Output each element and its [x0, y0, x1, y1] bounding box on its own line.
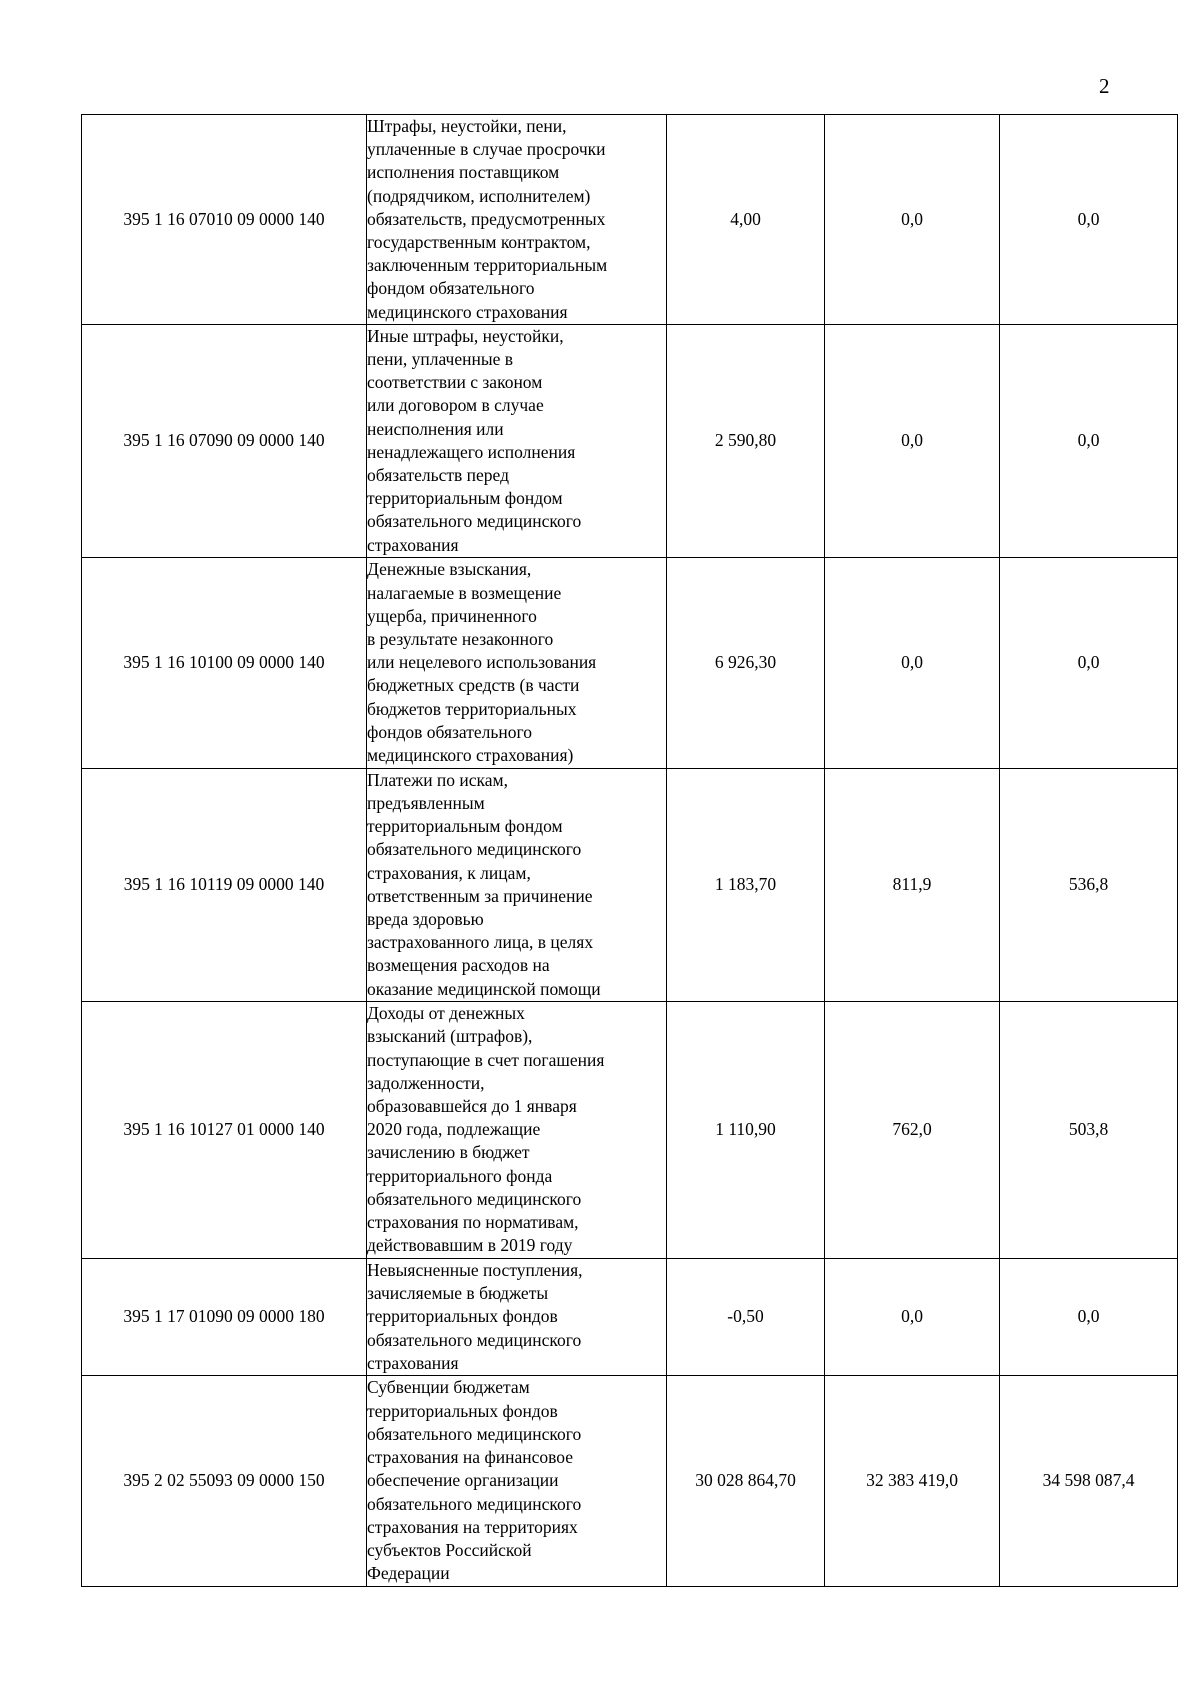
- revenue-name-line: образовавшейся до 1 января: [367, 1096, 577, 1117]
- value-cell-3: 0,0: [1000, 324, 1178, 557]
- revenue-name-line: Федерации: [367, 1563, 450, 1584]
- revenue-name-line: 2020 года, подлежащие: [367, 1119, 541, 1140]
- revenue-name-line: Субвенции бюджетам: [367, 1377, 530, 1398]
- revenue-name-line: страхования на территориях: [367, 1516, 578, 1537]
- revenue-name-line: обязательств перед: [367, 465, 509, 486]
- revenue-name-line: зачисляемые в бюджеты: [367, 1283, 549, 1304]
- value-cell-1: 1 110,90: [667, 1001, 825, 1258]
- budget-code-cell: 395 1 16 07090 09 0000 140: [82, 324, 367, 557]
- revenue-name-line: Денежные взыскания,: [367, 559, 532, 580]
- revenue-name-line: зачислению в бюджет: [367, 1142, 530, 1163]
- value-cell-1: 30 028 864,70: [667, 1375, 825, 1586]
- revenue-name-line: страхования по нормативам,: [367, 1212, 579, 1233]
- value-cell-1: 2 590,80: [667, 324, 825, 557]
- revenue-name-line: Иные штрафы, неустойки,: [367, 325, 564, 346]
- budget-code-cell: 395 1 16 10119 09 0000 140: [82, 768, 367, 1001]
- revenue-name-line: заключенным территориальным: [367, 255, 608, 276]
- value-cell-3: 503,8: [1000, 1001, 1178, 1258]
- value-cell-2: 762,0: [825, 1001, 1000, 1258]
- revenue-name-line: взысканий (штрафов),: [367, 1026, 533, 1047]
- budget-revenue-table: [81, 114, 1178, 1587]
- value-cell-2: 811,9: [825, 768, 1000, 1001]
- budget-code-cell: 395 1 16 10127 01 0000 140: [82, 1001, 367, 1258]
- value-cell-3: 34 598 087,4: [1000, 1375, 1178, 1586]
- revenue-name-cell: [367, 1375, 667, 1586]
- revenue-name-line: страхования: [367, 534, 459, 555]
- revenue-name-line: территориальных фондов: [367, 1400, 558, 1421]
- revenue-name-line: обязательного медицинского: [367, 1493, 582, 1514]
- revenue-name-line: обязательного медицинского: [367, 1329, 582, 1350]
- revenue-name-line: (подрядчиком, исполнителем): [367, 185, 591, 206]
- revenue-name-line: территориальным фондом: [367, 816, 563, 837]
- revenue-name-line: территориальным фондом: [367, 488, 563, 509]
- revenue-name-line: соответствии с законом: [367, 372, 543, 393]
- revenue-name-line: страхования, к лицам,: [367, 862, 531, 883]
- revenue-name-line: вреда здоровью: [367, 909, 484, 930]
- revenue-name-line: субъектов Российской: [367, 1539, 532, 1560]
- revenue-name-cell: [367, 115, 667, 325]
- revenue-name-line: Штрафы, неустойки, пени,: [367, 116, 567, 136]
- value-cell-2: 32 383 419,0: [825, 1375, 1000, 1586]
- revenue-name-cell: [367, 324, 667, 557]
- revenue-name-line: Доходы от денежных: [367, 1003, 525, 1024]
- revenue-name-line: территориального фонда: [367, 1165, 553, 1186]
- table-row: [82, 1375, 1178, 1586]
- value-cell-3: 0,0: [1000, 557, 1178, 768]
- budget-code-cell: 395 1 16 07010 09 0000 140: [82, 115, 367, 325]
- value-cell-2: 0,0: [825, 557, 1000, 768]
- table-row: [82, 557, 1178, 768]
- value-cell-1: 1 183,70: [667, 768, 825, 1001]
- revenue-name-line: обязательного медицинского: [367, 1423, 582, 1444]
- revenue-name-line: ответственным за причинение: [367, 885, 593, 906]
- revenue-name-line: задолженности,: [367, 1072, 485, 1093]
- revenue-name-line: государственным контрактом,: [367, 232, 591, 253]
- table-row: [82, 324, 1178, 557]
- budget-code-cell: 395 1 16 10100 09 0000 140: [82, 557, 367, 768]
- revenue-name-cell: [367, 1258, 667, 1375]
- revenue-name-line: или нецелевого использования: [367, 652, 597, 673]
- table-body: [82, 115, 1178, 1587]
- table-row: [82, 115, 1178, 325]
- revenue-name-line: обязательного медицинского: [367, 1188, 582, 1209]
- revenue-name-line: медицинского страхования: [367, 301, 568, 322]
- revenue-name-line: ненадлежащего исполнения: [367, 441, 576, 462]
- revenue-name-line: уплаченные в случае просрочки: [367, 139, 606, 160]
- value-cell-1: 4,00: [667, 115, 825, 325]
- revenue-name-line: фондов обязательного: [367, 721, 532, 742]
- revenue-name-line: бюджетных средств (в части: [367, 675, 580, 696]
- revenue-name-line: фондом обязательного: [367, 278, 535, 299]
- value-cell-1: -0,50: [667, 1258, 825, 1375]
- revenue-name-line: территориальных фондов: [367, 1306, 558, 1327]
- revenue-name-line: бюджетов территориальных: [367, 698, 577, 719]
- revenue-name-line: Платежи по искам,: [367, 769, 509, 790]
- budget-code-cell: 395 2 02 55093 09 0000 150: [82, 1375, 367, 1586]
- revenue-name-line: Невыясненные поступления,: [367, 1259, 583, 1280]
- table-row: [82, 1258, 1178, 1375]
- revenue-name-cell: [367, 768, 667, 1001]
- revenue-name-line: налагаемые в возмещение: [367, 582, 562, 603]
- revenue-name-line: поступающие в счет погашения: [367, 1049, 605, 1070]
- value-cell-3: 536,8: [1000, 768, 1178, 1001]
- value-cell-2: 0,0: [825, 1258, 1000, 1375]
- revenue-name-line: обязательного медицинского: [367, 511, 582, 532]
- value-cell-3: 0,0: [1000, 115, 1178, 325]
- revenue-name-line: возмещения расходов на: [367, 955, 550, 976]
- revenue-name-line: страхования: [367, 1352, 459, 1373]
- page-number: 2: [1099, 74, 1110, 98]
- revenue-name-line: ущерба, причиненного: [367, 605, 537, 626]
- revenue-name-line: застрахованного лица, в целях: [367, 932, 594, 953]
- revenue-name-line: оказание медицинской помощи: [367, 978, 601, 999]
- revenue-name-line: обязательного медицинского: [367, 839, 582, 860]
- revenue-name-line: страхования на финансовое: [367, 1447, 574, 1468]
- table-row: [82, 1001, 1178, 1258]
- revenue-name-line: медицинского страхования): [367, 745, 574, 766]
- revenue-name-line: пени, уплаченные в: [367, 349, 513, 370]
- revenue-name-line: обеспечение организации: [367, 1470, 559, 1491]
- revenue-name-line: неисполнения или: [367, 418, 504, 439]
- revenue-name-cell: [367, 557, 667, 768]
- revenue-name-line: в результате незаконного: [367, 629, 554, 650]
- value-cell-3: 0,0: [1000, 1258, 1178, 1375]
- value-cell-2: 0,0: [825, 324, 1000, 557]
- value-cell-1: 6 926,30: [667, 557, 825, 768]
- budget-code-cell: 395 1 17 01090 09 0000 180: [82, 1258, 367, 1375]
- revenue-name-cell: [367, 1001, 667, 1258]
- revenue-name-line: обязательств, предусмотренных: [367, 208, 606, 229]
- table-row: [82, 768, 1178, 1001]
- revenue-name-line: действовавшим в 2019 году: [367, 1235, 573, 1256]
- value-cell-2: 0,0: [825, 115, 1000, 325]
- revenue-name-line: исполнения поставщиком: [367, 162, 560, 183]
- revenue-name-line: предъявленным: [367, 793, 485, 814]
- revenue-name-line: или договором в случае: [367, 395, 544, 416]
